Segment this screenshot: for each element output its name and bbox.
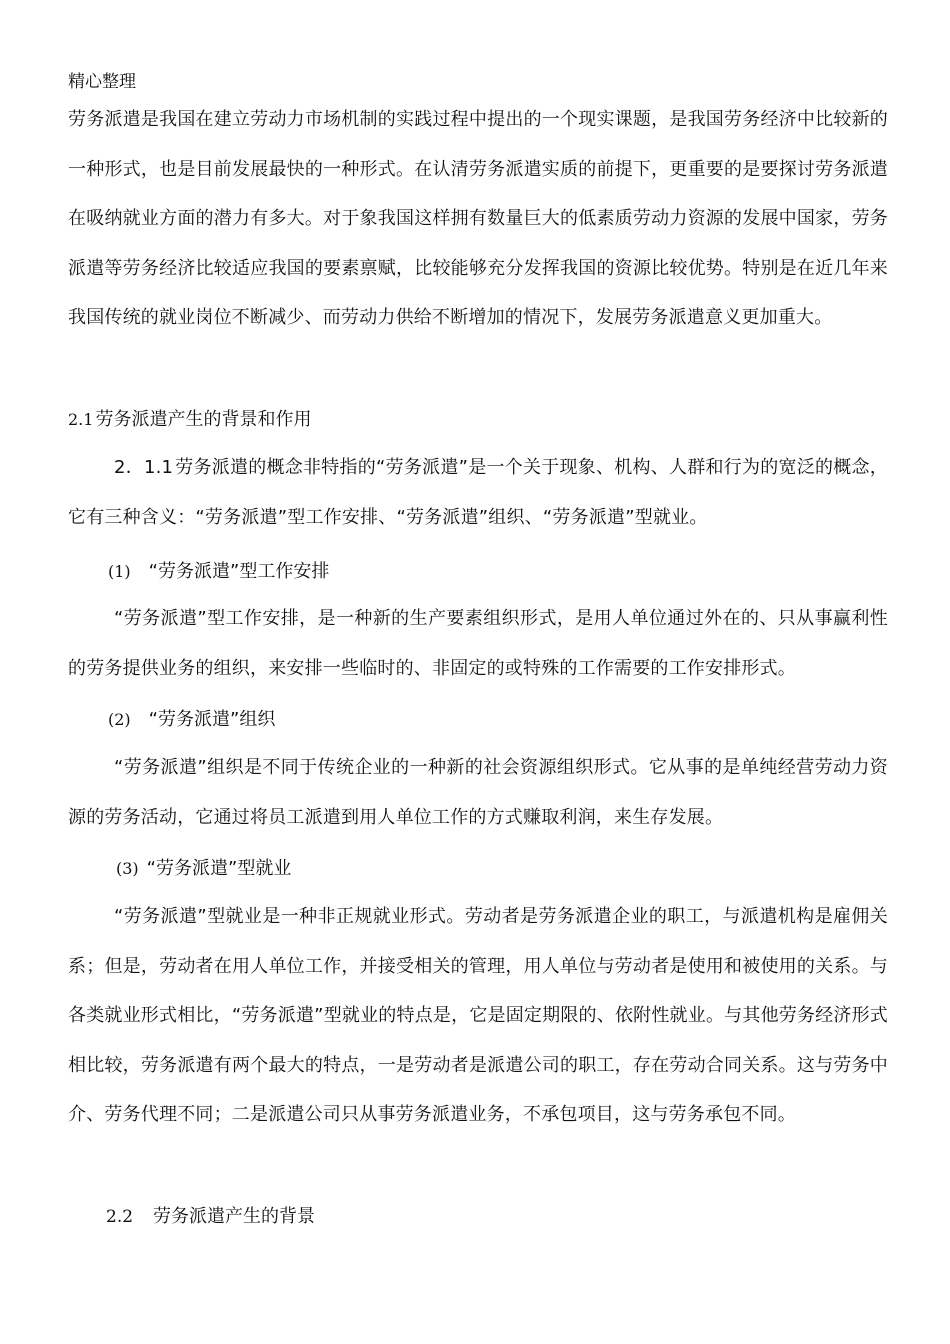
item-title: “劳务派遣”型工作安排 [148, 561, 330, 582]
item-title: “劳务派遣”组织 [148, 709, 276, 730]
item-number: (1) [108, 562, 131, 581]
item-2-heading [108, 708, 275, 732]
item-1-heading [108, 560, 329, 584]
item-3-heading [116, 857, 291, 881]
section-number: 2.1 [68, 410, 94, 429]
section-number: 2．1.1 [114, 457, 174, 478]
section-title: 劳务派遣产生的背景和作用 [95, 409, 312, 430]
item-number: (2) [108, 710, 131, 729]
page-header: 精心整理 [68, 72, 136, 92]
section-heading-2-2 [106, 1205, 315, 1229]
section-title: 劳务派遣产生的背景 [153, 1206, 316, 1227]
item-title: “劳务派遣”型就业 [146, 858, 292, 879]
section-number: 2.2 [106, 1207, 134, 1227]
section-text: 劳务派遣的概念非特指的“劳务派遣”是一个关于现象、机构、人群和行为的宽泛的概念，它有三种含义：“劳务派遣”型工作安排、“劳务派遣”组织、“劳务派遣”型就业。 [68, 457, 888, 528]
item-1-body: “劳务派遣”型工作安排，是一种新的生产要素组织形式，是用人单位通过外在的、只从事赢利性的劳务提供业务的组织，来安排一些临时的、非固定的或特殊的工作需要的工作安排形式。 [68, 608, 888, 679]
section-2-1-1-paragraph [68, 443, 888, 542]
item-number: (3) [116, 859, 139, 878]
intro-paragraph: 劳务派遣是我国在建立劳动力市场机制的实践过程中提出的一个现实课题，是我国劳务经济中比较新的一种形式，也是目前发展最快的一种形式。在认清劳务派遣实质的前提下，更重要的是要探讨劳务派遣在吸纳就业方面的潜力有多大。对于象我国这样拥有数量巨大的低素质劳动力资源的发展中国家，劳务派遣等劳务经济比较适应我国的要素禀赋，比较能够充分发挥我国的资源比较优势。特别是在近几年来我国传统的就业岗位不断减少、而劳动力供给不断增加的情况下，发展劳务派遣意义更加重大。 [68, 109, 888, 329]
item-3-body: “劳务派遣”型就业是一种非正规就业形式。劳动者是劳务派遣企业的职工，与派遣机构是雇佣关系；但是，劳动者在用人单位工作，并接受相关的管理，用人单位与劳动者是使用和被使用的关系。与各类就业形式相比，“劳务派遣”型就业的特点是，它是固定期限的、依附性就业。与其他劳务经济形式相比较，劳务派遣有两个最大的特点，一是劳动者是派遣公司的职工，存在劳动合同关系。这与劳务中介、劳务代理不同；二是派遣公司只从事劳务派遣业务，不承包项目，这与劳务承包不同。 [68, 906, 888, 1126]
item-2-body: “劳务派遣”组织是不同于传统企业的一种新的社会资源组织形式。它从事的是单纯经营劳动力资源的劳务活动，它通过将员工派遣到用人单位工作的方式赚取利润，来生存发展。 [68, 757, 888, 828]
section-heading-2-1 [68, 408, 311, 432]
